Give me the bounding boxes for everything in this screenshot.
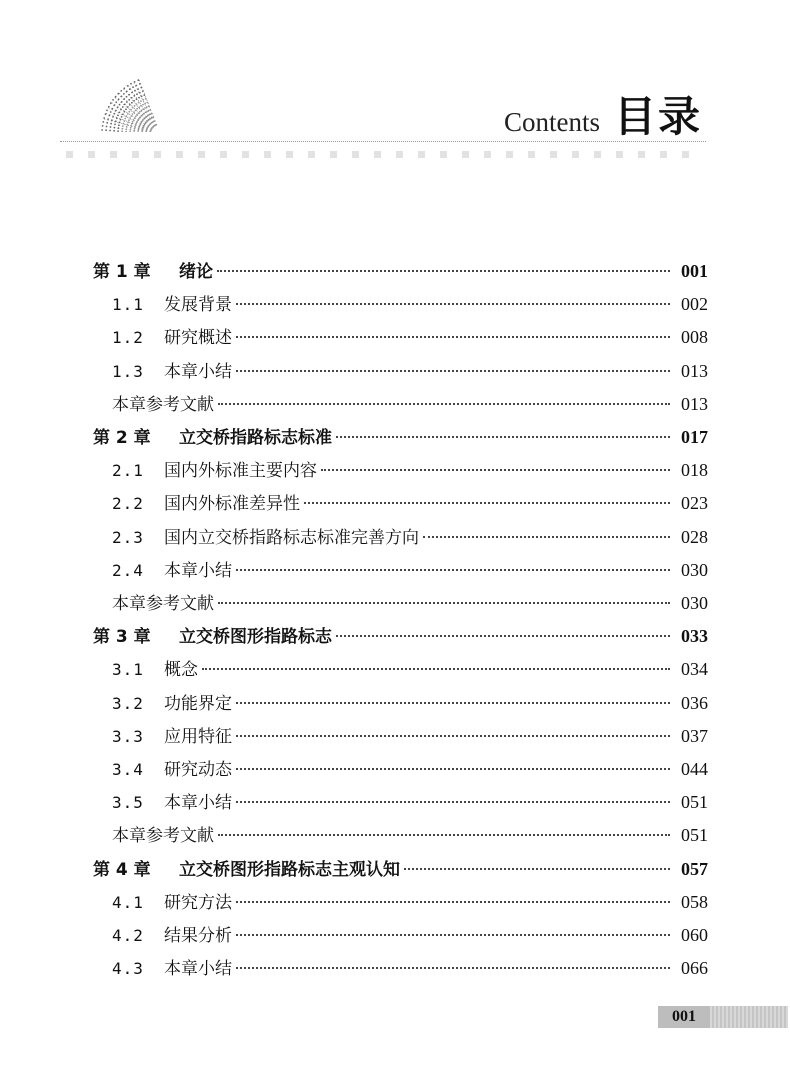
toc-page-number: 030 xyxy=(681,559,708,580)
toc-dot-leader xyxy=(236,768,670,770)
toc-dot-leader xyxy=(321,469,670,471)
toc-section-entry xyxy=(112,555,708,585)
toc-entry-title: 研究方法 xyxy=(164,892,232,913)
toc-page-number: 013 xyxy=(681,393,708,414)
toc-entry-title: 国内立交桥指路标志标准完善方向 xyxy=(164,527,419,548)
toc-page-number: 008 xyxy=(681,327,708,348)
toc-entry-number: 2.3 xyxy=(112,527,144,547)
toc-page-number: 001 xyxy=(681,261,708,281)
toc-entry-number: 3.2 xyxy=(112,693,144,713)
toc-entry-title: 研究概述 xyxy=(164,328,232,349)
toc-entry-number: 3.1 xyxy=(112,660,144,680)
toc-section-entry xyxy=(112,953,708,983)
toc-section-entry xyxy=(112,654,708,684)
toc-page-number: 044 xyxy=(681,759,708,779)
contents-title-english: Contents xyxy=(503,107,600,137)
toc-entry-number: 3.4 xyxy=(112,760,144,779)
toc-entry-title: 绪论 xyxy=(179,262,213,282)
toc-section-entry xyxy=(112,920,708,950)
toc-entry-title: 本章小结 xyxy=(164,361,232,382)
toc-section-entry xyxy=(112,522,708,552)
toc-entry-title: 本章小结 xyxy=(164,959,232,980)
toc-page-number: 018 xyxy=(681,460,708,481)
toc-entry-number: 第 1 章 xyxy=(93,262,151,282)
toc-entry-title: 本章参考文献 xyxy=(112,594,214,614)
toc-dot-leader xyxy=(304,502,670,504)
toc-page-number: 051 xyxy=(681,792,708,813)
toc-section-entry xyxy=(112,787,708,817)
toc-entry-number: 1.1 xyxy=(112,295,144,315)
toc-page-number: 036 xyxy=(681,692,708,713)
header-dotted-rule xyxy=(60,141,706,142)
contents-title-chinese: 目录 xyxy=(613,92,702,141)
toc-page-number: 060 xyxy=(681,925,708,945)
toc-entry-title: 功能界定 xyxy=(164,693,232,714)
toc-entry-number: 2.1 xyxy=(112,461,144,481)
toc-dot-leader xyxy=(404,868,670,870)
toc-entry-title: 本章参考文献 xyxy=(112,394,214,415)
toc-page-number: 037 xyxy=(681,725,708,746)
header-dot-fan-decoration xyxy=(50,72,170,132)
toc-dot-leader xyxy=(336,635,670,637)
toc-dot-leader xyxy=(236,303,670,305)
toc-page-number: 028 xyxy=(681,526,708,547)
toc-page-number: 002 xyxy=(681,294,708,315)
toc-section-entry xyxy=(112,289,708,319)
header-faint-pattern xyxy=(64,148,704,162)
toc-entry-title: 本章小结 xyxy=(164,560,232,581)
toc-dot-leader xyxy=(217,270,670,272)
toc-section-entry xyxy=(112,688,708,718)
toc-page-number: 017 xyxy=(681,427,708,447)
toc-section-entry xyxy=(112,322,708,352)
toc-dot-leader xyxy=(236,967,670,969)
toc-dot-leader xyxy=(236,370,670,372)
toc-entry-title: 立交桥图形指路标志 xyxy=(179,627,332,648)
toc-dot-leader xyxy=(236,901,670,903)
contents-header xyxy=(504,84,702,144)
toc-entry-number: 1.3 xyxy=(112,361,144,381)
toc-entry-title: 结果分析 xyxy=(164,926,232,946)
toc-entry-number: 3.5 xyxy=(112,793,144,813)
toc-page-number: 030 xyxy=(681,593,708,613)
toc-references-entry xyxy=(112,389,708,419)
toc-entry-title: 本章参考文献 xyxy=(112,826,214,847)
toc-entry-title: 本章小结 xyxy=(164,793,232,814)
toc-section-entry xyxy=(112,455,708,485)
toc-entry-number: 第 2 章 xyxy=(93,428,151,448)
toc-entry-number: 4.2 xyxy=(112,926,144,945)
toc-dot-leader xyxy=(236,702,670,704)
footer-page-number: 001 xyxy=(658,1006,710,1028)
toc-chapter-entry xyxy=(93,422,708,452)
toc-dot-leader xyxy=(236,569,670,571)
toc-dot-leader xyxy=(236,336,670,338)
toc-section-entry xyxy=(112,356,708,386)
toc-entry-number: 2.4 xyxy=(112,560,144,580)
toc-references-entry xyxy=(112,588,708,618)
toc-section-entry xyxy=(112,754,708,784)
toc-dot-leader xyxy=(218,834,670,836)
toc-entry-title: 国内外标准主要内容 xyxy=(164,461,317,482)
footer-decorative-bar xyxy=(710,1006,788,1028)
toc-entry-title: 研究动态 xyxy=(164,760,232,780)
toc-entry-title: 国内外标准差异性 xyxy=(164,494,300,515)
toc-page-number: 057 xyxy=(681,858,708,879)
toc-page-number: 023 xyxy=(681,493,708,514)
toc-page-number: 051 xyxy=(681,825,708,846)
toc-dot-leader xyxy=(218,403,670,405)
toc-dot-leader xyxy=(336,436,670,438)
toc-references-entry xyxy=(112,820,708,850)
toc-chapter-entry xyxy=(93,854,708,884)
toc-section-entry xyxy=(112,488,708,518)
toc-entry-title: 概念 xyxy=(164,660,198,681)
toc-entry-number: 第 4 章 xyxy=(93,859,151,880)
toc-entry-number: 第 3 章 xyxy=(93,627,151,648)
toc-page-number: 013 xyxy=(681,360,708,381)
toc-entry-title: 发展背景 xyxy=(164,295,232,316)
toc-dot-leader xyxy=(236,735,670,737)
toc-entry-number: 2.2 xyxy=(112,494,144,514)
toc-section-entry xyxy=(112,887,708,917)
toc-dot-leader xyxy=(218,602,670,604)
toc-dot-leader xyxy=(423,536,670,538)
toc-chapter-entry xyxy=(93,621,708,651)
toc-entry-title: 应用特征 xyxy=(164,726,232,747)
toc-entry-title: 立交桥图形指路标志主观认知 xyxy=(179,859,400,880)
toc-page-number: 058 xyxy=(681,891,708,912)
toc-dot-leader xyxy=(202,668,670,670)
toc-dot-leader xyxy=(236,801,670,803)
toc-entry-number: 3.3 xyxy=(112,726,144,746)
toc-entry-title: 立交桥指路标志标准 xyxy=(179,428,332,448)
toc-entry-number: 1.2 xyxy=(112,328,144,348)
toc-page-number: 033 xyxy=(681,626,708,647)
toc-dot-leader xyxy=(236,934,670,936)
toc-section-entry xyxy=(112,721,708,751)
toc-page-number: 034 xyxy=(681,659,708,680)
toc-chapter-entry xyxy=(93,256,708,286)
toc-page-number: 066 xyxy=(681,958,708,979)
toc-entry-number: 4.1 xyxy=(112,892,144,912)
toc-entry-number: 4.3 xyxy=(112,959,144,979)
